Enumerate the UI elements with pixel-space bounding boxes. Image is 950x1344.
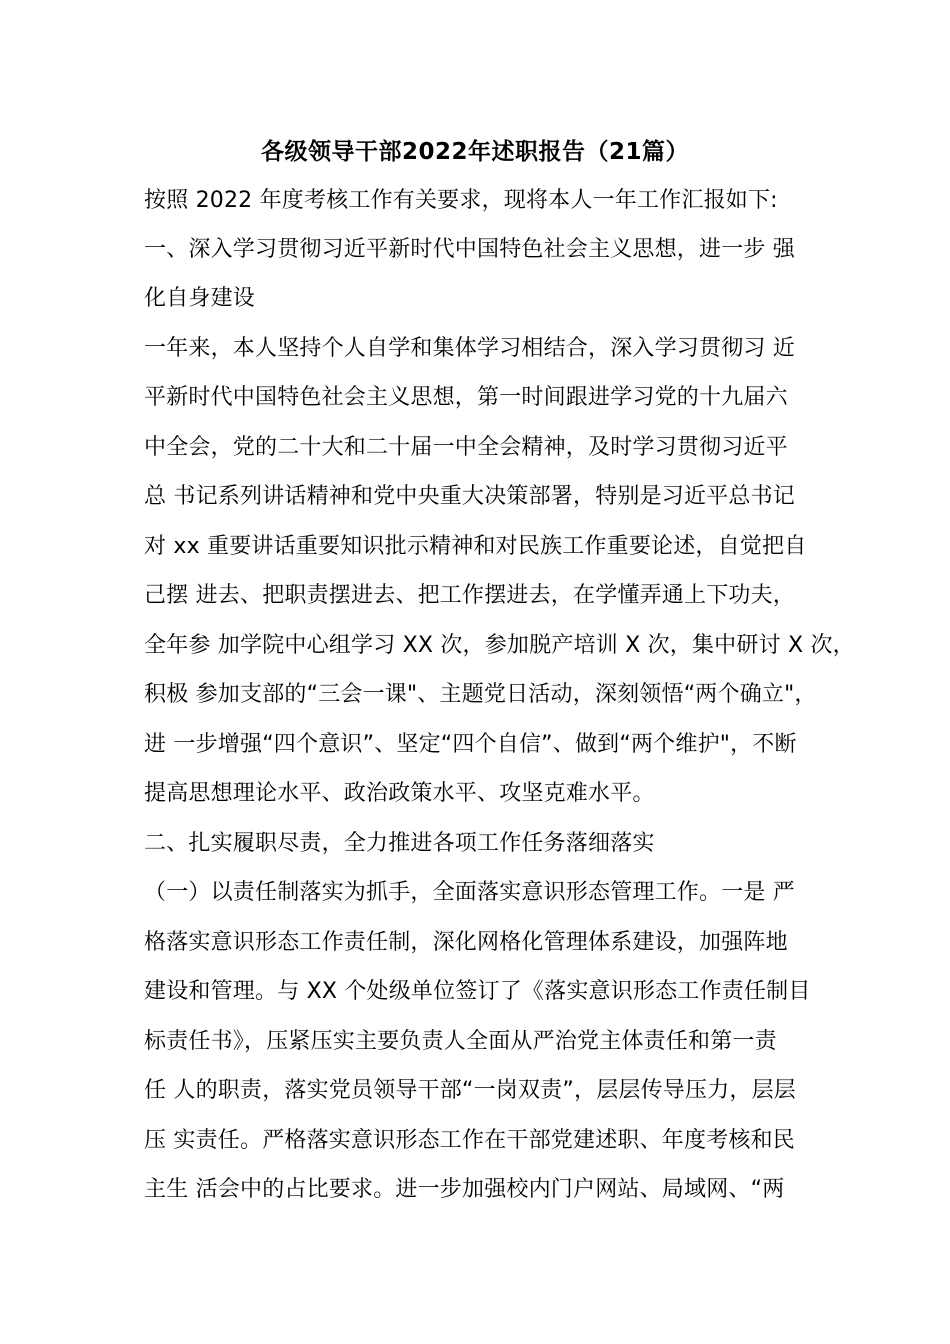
text-line: 建设和管理。与 XX 个处级单位签订了《落实意识形态工作责任制目 bbox=[144, 979, 811, 1004]
text-line: 全年参 加学院中心组学习 XX 次，参加脱产培训 X 次，集中研讨 X 次， bbox=[144, 633, 855, 658]
section-heading: 化自身建设 bbox=[144, 286, 256, 311]
section-heading: 一、深入学习贯彻习近平新时代中国特色社会主义思想，进一步 强 bbox=[144, 237, 795, 262]
text-line: 任 人的职责，落实党员领导干部“一岗双责”，层层传导压力，层层 bbox=[144, 1078, 796, 1103]
text-line: 压 实责任。严格落实意识形态工作在干部党建述职、年度考核和民 bbox=[144, 1128, 795, 1153]
text-line: 提高思想理论水平、政治政策水平、攻坚克难水平。 bbox=[144, 781, 655, 806]
document-title: 各级领导干部2022年述职报告（21篇） bbox=[260, 139, 690, 165]
text-line: （一）以责任制落实为抓手，全面落实意识形态管理工作。一是 严 bbox=[144, 880, 795, 905]
text-line: 总 书记系列讲话精神和党中央重大决策部署，特别是习近平总书记 bbox=[144, 484, 795, 509]
text-line: 进 一步增强“四个意识”、坚定“四个自信”、做到“两个维护"，不断 bbox=[144, 732, 797, 757]
text-line: 一年来，本人坚持个人自学和集体学习相结合，深入学习贯彻习 近 bbox=[144, 336, 795, 361]
text-line: 中全会，党的二十大和二十届一中全会精神，及时学习贯彻习近平 bbox=[144, 435, 788, 460]
text-line: 格落实意识形态工作责任制，深化网格化管理体系建设，加强阵地 bbox=[144, 930, 788, 955]
text-line: 主生 活会中的占比要求。进一步加强校内门户网站、局域网、“两 bbox=[144, 1177, 785, 1202]
text-line: 按照 2022 年度考核工作有关要求，现将本人一年工作汇报如下: bbox=[144, 188, 778, 213]
text-line: 标责任书》，压紧压实主要负责人全面从严治党主体责任和第一责 bbox=[144, 1029, 777, 1054]
text-line: 平新时代中国特色社会主义思想，第一时间跟进学习党的十九届六 bbox=[144, 385, 788, 410]
text-line: 对 xx 重要讲话重要知识批示精神和对民族工作重要论述，自觉把自 bbox=[144, 534, 807, 559]
text-line: 己摆 进去、把职责摆进去、把工作摆进去，在学懂弄通上下功夫， bbox=[144, 583, 795, 608]
section-heading: 二、扎实履职尽责，全力推进各项工作任务落细落实 bbox=[144, 831, 655, 856]
text-line: 积极 参加支部的“三会一课"、主题党日活动，深刻领悟“两个确立"， bbox=[144, 682, 817, 707]
